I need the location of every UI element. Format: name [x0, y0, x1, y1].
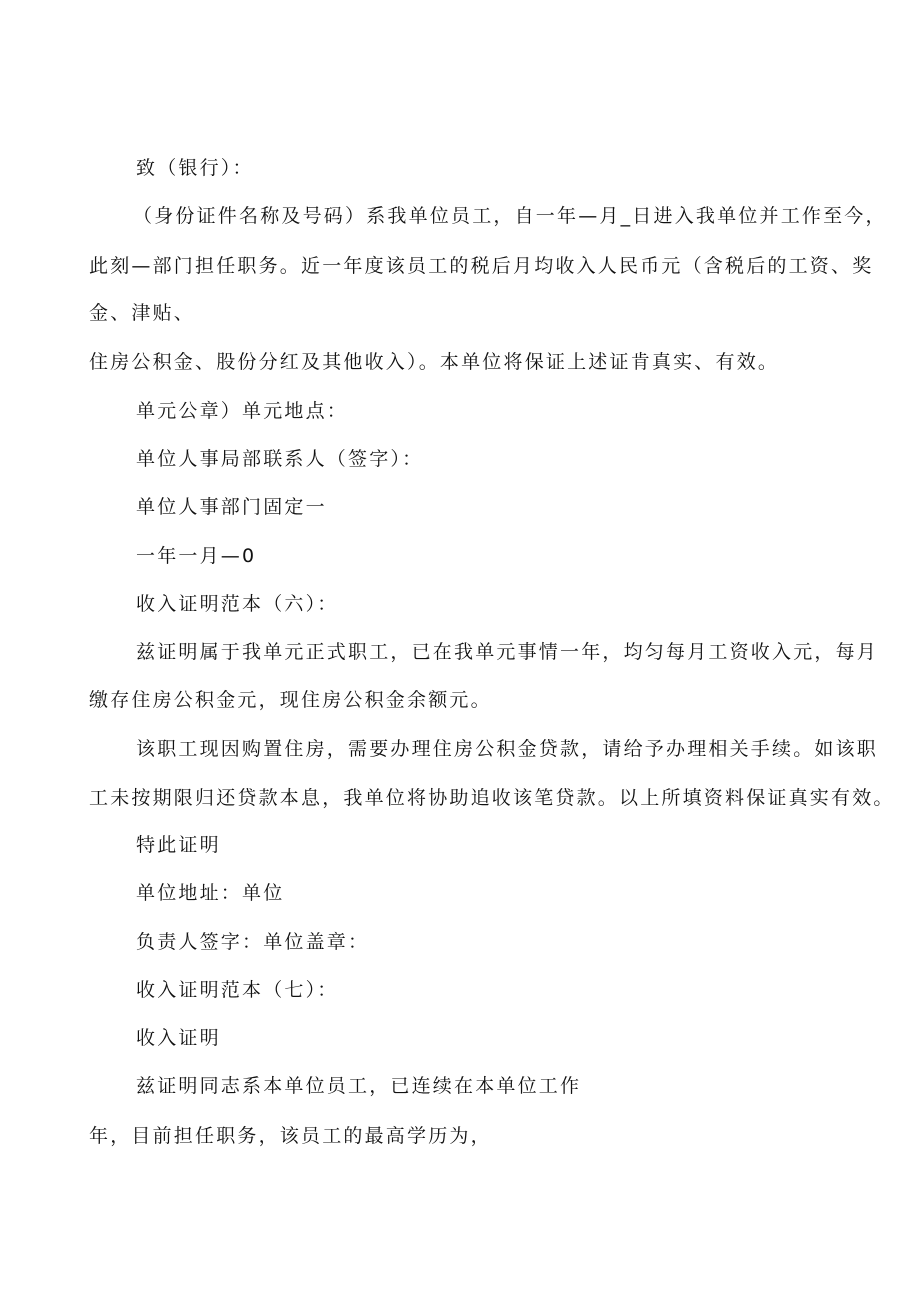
paragraph-line: 单位人事局部联系人（签字）：: [136, 448, 424, 470]
date-line: 一年一月—0: [136, 545, 257, 567]
paragraph-line: 年，目前担任职务，该员工的最高学历为，: [89, 1125, 492, 1147]
paragraph-line: 负责人签字：单位盖章：: [136, 931, 370, 953]
salutation: 致（银行）：: [136, 157, 254, 179]
paragraph-line: 单元公章）单元地点：: [136, 400, 349, 422]
paragraph-line: 金、津贴、: [89, 302, 196, 324]
paragraph-line: 此刻—部门担任职务。近一年度该员工的税后月均收入人民币元（含税后的工资、奖: [89, 255, 874, 277]
section-heading: 收入证明范本（七）：: [136, 979, 339, 1001]
paragraph-line: （身份证件名称及号码）系我单位员工，自一年—月_日进入我单位并工作至今，: [133, 205, 887, 227]
paragraph-line: 兹证明属于我单元正式职工，已在我单元事情一年，均匀每月工资收入元，每月: [136, 641, 879, 663]
paragraph-line: 该职工现因购置住房，需要办理住房公积金贷款，请给予办理相关手续。如该职: [136, 738, 879, 760]
section-title: 收入证明: [136, 1027, 221, 1049]
paragraph-line: 兹证明同志系本单位员工，已连续在本单位工作: [136, 1075, 582, 1097]
paragraph-line: 单位人事部门固定一: [136, 496, 327, 518]
section-heading: 收入证明范本（六）：: [136, 593, 339, 615]
paragraph-line: 住房公积金、股份分红及其他收入）。本单位将保证上述证肯真实、有效。: [89, 351, 780, 373]
paragraph-line: 缴存住房公积金元，现住房公积金余额元。: [89, 689, 492, 711]
paragraph-line: 工未按期限归还贷款本息，我单位将协助追收该笔贷款。以上所填资料保证真实有效。: [89, 787, 895, 809]
paragraph-line: 特此证明: [136, 834, 221, 856]
paragraph-line: 单位地址：单位: [136, 882, 285, 904]
